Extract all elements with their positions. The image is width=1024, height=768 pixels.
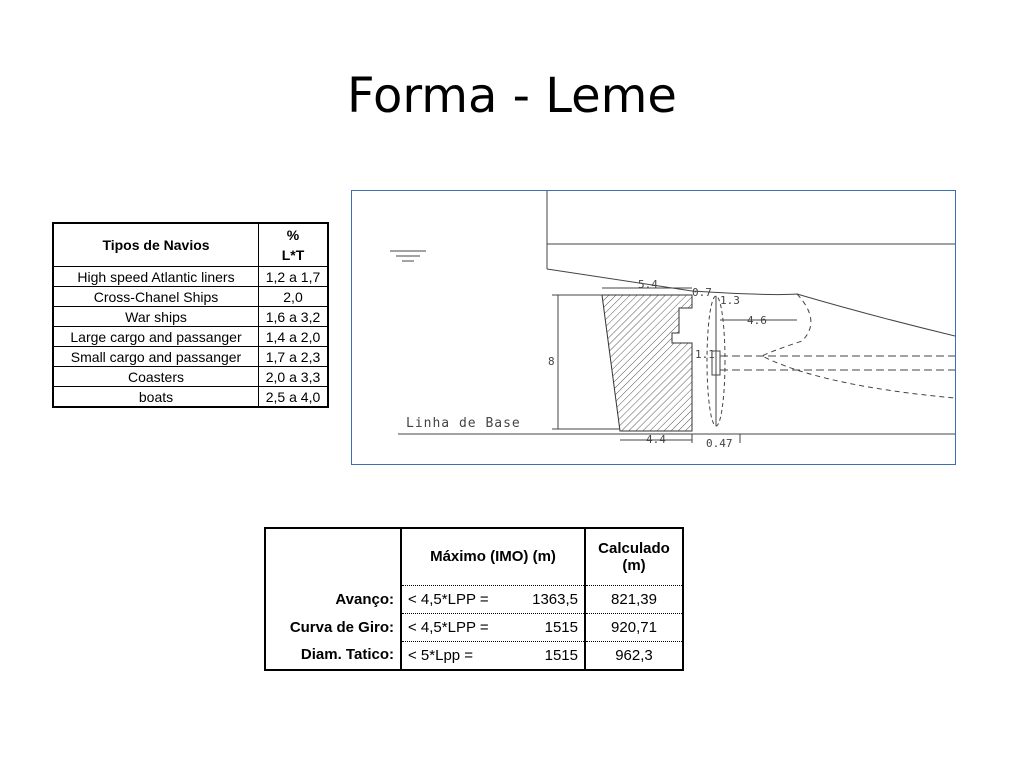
- dim-angle-gap-label: 1.3: [720, 294, 740, 307]
- header-calculated-unit: (m): [622, 556, 646, 574]
- header-percent-unit: L*T: [281, 247, 305, 263]
- ship-type-cell: War ships: [53, 307, 259, 327]
- ship-type-cell: Large cargo and passanger: [53, 327, 259, 347]
- table-row: [53, 307, 328, 327]
- dim-shaft-label: 1.1: [695, 348, 715, 361]
- header-calculated-label: Calculado: [598, 539, 670, 557]
- dim-bottom-gap-label: 0.47: [706, 437, 733, 450]
- table-row: [53, 267, 328, 287]
- ship-percent-cell: 1,4 a 2,0: [259, 327, 329, 347]
- table-header-row: [265, 528, 683, 585]
- dim-gap-label: 0.7: [692, 286, 712, 299]
- dim-prop-dist-label: 4.6: [747, 314, 767, 327]
- table-header-row: [53, 223, 328, 267]
- ship-type-cell: Cross-Chanel Ships: [53, 287, 259, 307]
- table-row: [265, 585, 683, 613]
- row-label: Diam. Tatico:: [265, 641, 401, 670]
- header-ship-type: Tipos de Navios: [53, 223, 259, 267]
- ship-percent-cell: 1,6 a 3,2: [259, 307, 329, 327]
- table-row: [53, 347, 328, 367]
- maneuver-table: [264, 527, 684, 671]
- ship-percent-cell: 2,5 a 4,0: [259, 387, 329, 408]
- table-row: [53, 367, 328, 387]
- ship-percent-cell: 2,0: [259, 287, 329, 307]
- header-percent: [259, 223, 329, 267]
- table-row: [265, 613, 683, 641]
- table-row: [53, 387, 328, 408]
- imo-max: 1515: [544, 618, 578, 636]
- calculated-cell: 821,39: [585, 585, 683, 613]
- row-label: Avanço:: [265, 585, 401, 613]
- header-calculated: [585, 528, 683, 585]
- imo-formula: < 4,5*LPP =: [408, 590, 489, 608]
- imo-cell: [401, 641, 585, 670]
- row-label: Curva de Giro:: [265, 613, 401, 641]
- ship-percent-cell: 2,0 a 3,3: [259, 367, 329, 387]
- calculated-cell: 920,71: [585, 613, 683, 641]
- header-imo: Máximo (IMO) (m): [430, 548, 556, 566]
- ship-type-cell: High speed Atlantic liners: [53, 267, 259, 287]
- imo-cell: [401, 613, 585, 641]
- rudder-drawing-svg: [352, 191, 955, 464]
- imo-formula: < 5*Lpp =: [408, 646, 474, 664]
- table-row: [53, 327, 328, 347]
- ship-percent-cell: 1,2 a 1,7: [259, 267, 329, 287]
- imo-max: 1363,5: [532, 590, 578, 608]
- header-percent-symbol: %: [286, 227, 300, 243]
- water-level-icon: [390, 251, 426, 261]
- imo-cell: [401, 585, 585, 613]
- baseline-label: Linha de Base: [406, 416, 521, 431]
- calculated-cell: 962,3: [585, 641, 683, 670]
- dim-bottom-width-label: 4.4: [646, 433, 666, 446]
- slide-title: Forma - Leme: [347, 68, 677, 124]
- ship-types-table: [52, 222, 329, 408]
- rudder-drawing: [351, 190, 956, 465]
- stern-contour: [762, 294, 955, 398]
- table-row: [265, 641, 683, 670]
- empty-header-cell: [265, 528, 401, 585]
- rudder-shape: [602, 295, 692, 431]
- dim-height-label: 8: [548, 355, 555, 368]
- imo-formula: < 4,5*LPP =: [408, 618, 489, 636]
- ship-type-cell: Coasters: [53, 367, 259, 387]
- imo-max: 1515: [544, 646, 578, 664]
- ship-percent-cell: 1,7 a 2,3: [259, 347, 329, 367]
- ship-type-cell: boats: [53, 387, 259, 408]
- ship-type-cell: Small cargo and passanger: [53, 347, 259, 367]
- table-row: [53, 287, 328, 307]
- dim-top-width-label: 5.4: [638, 278, 658, 291]
